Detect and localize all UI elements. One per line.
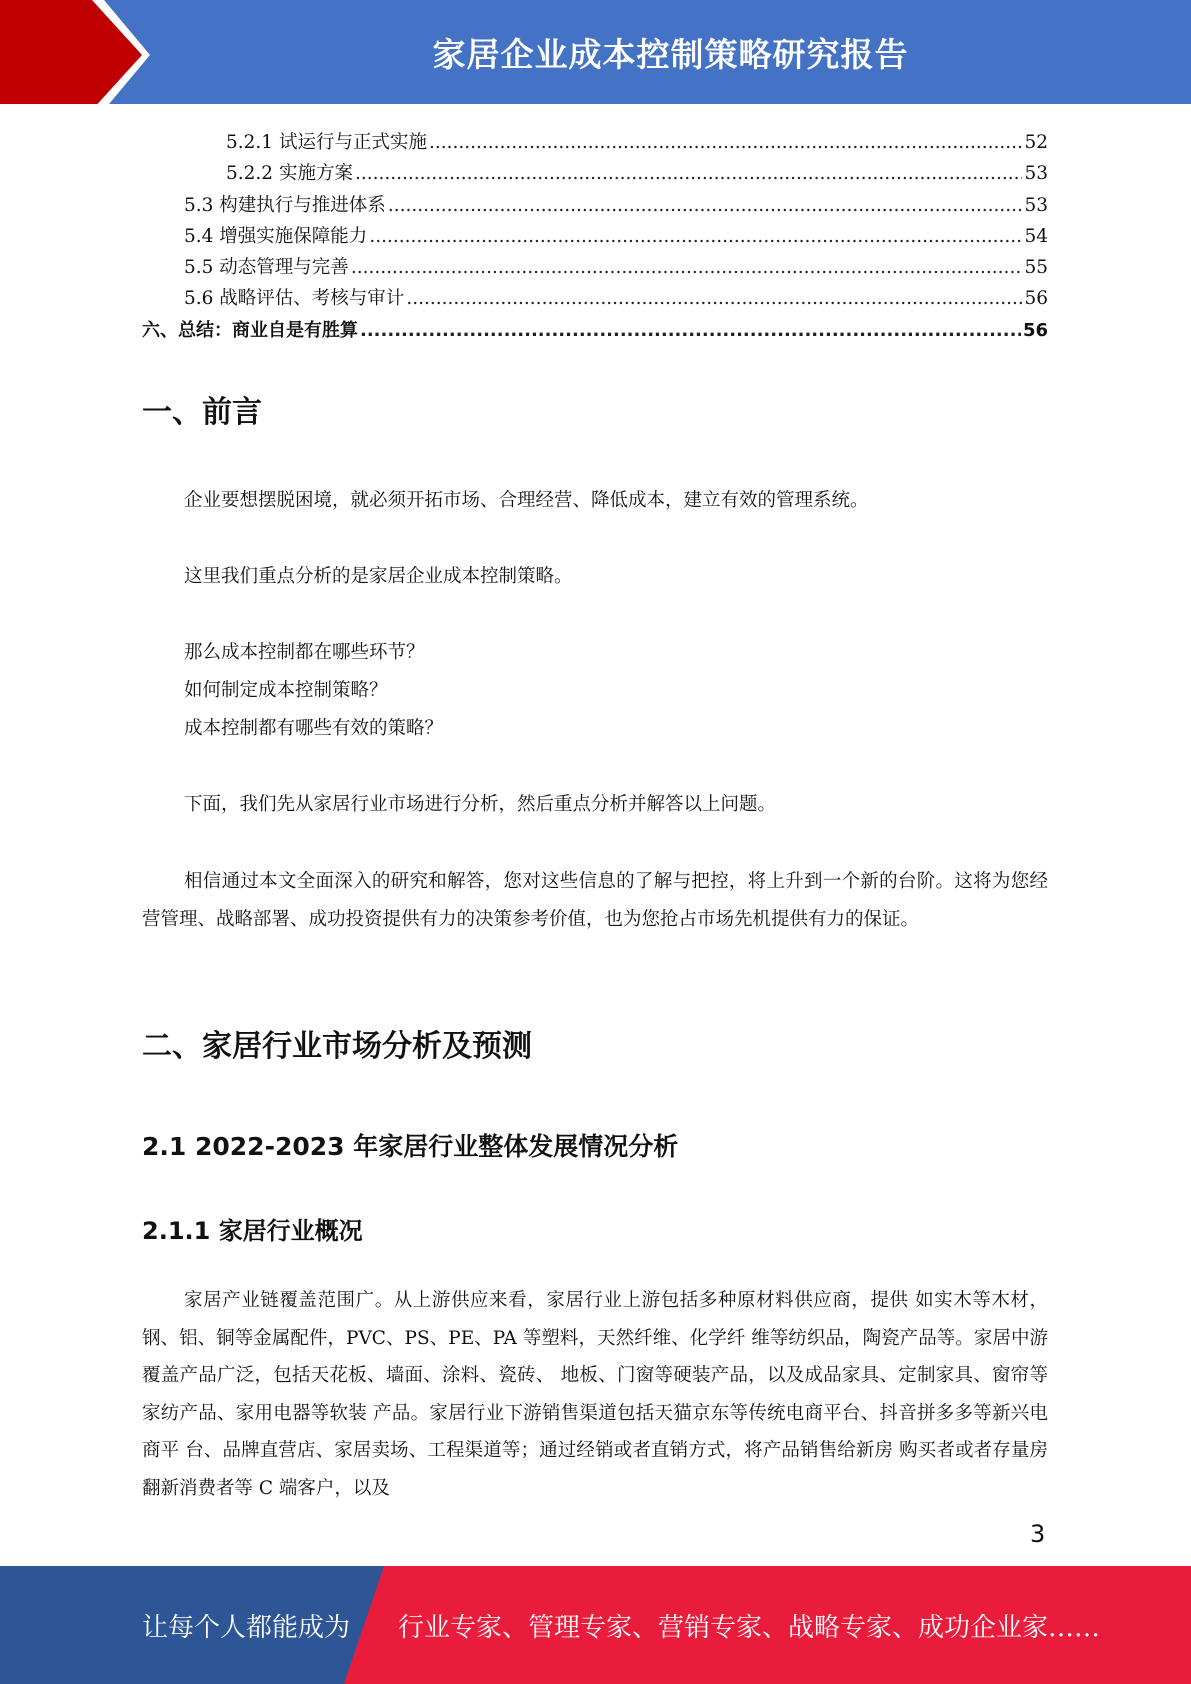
question-line: 成本控制都有哪些有效的策略？ <box>184 718 444 739</box>
question-line: 那么成本控制都在哪些环节？ <box>184 642 425 663</box>
toc-page: 54 <box>1024 225 1048 247</box>
paragraph: 家居产业链覆盖范围广。从上游供应来看，家居行业上游包括多种原材料供应商，提供 如实木等木材，钢、铝、铜等金属配件，PVC、PS、PE、PA 等塑料，天然纤维、化学纤 维等纺织品，陶瓷产品等。家居中游覆盖产品广泛，包括天花板、墙面、涂料、瓷砖、 地板、门窗等硬装产品，以及成品家具、定制家具、窗帘等家纺产品、家用电器等软装 产品。家居行业下游销售渠道包括天猫京东等传统电商平台、抖音拼多多等新兴电商平 台、品牌直营店、家居卖场、工程渠道等；通过经销或者直销方式，将产品销售给新房 购买者或者存量房翻新消费者等 C 端客户，以及 <box>142 1290 1048 1499</box>
toc-leader <box>369 226 1022 247</box>
toc-page: 52 <box>1024 132 1048 153</box>
toc-leader <box>388 195 1023 216</box>
toc-label: 5.2.1 试运行与正式实施 <box>226 132 427 153</box>
toc-leader <box>360 320 1021 341</box>
toc-entry[interactable] <box>142 284 1048 315</box>
toc-entry[interactable] <box>142 316 1048 347</box>
toc-label: 5.6 战略评估、考核与审计 <box>184 288 405 310</box>
paragraph: 相信通过本文全面深入的研究和解答，您对这些信息的了解与把控，将上升到一个新的台阶。这将为您经营管理、战略部署、成功投资提供有力的决策参考价值，也为您抢占市场先机提供有力的保证。 <box>142 871 1048 930</box>
toc-leader <box>406 288 1022 309</box>
paragraph: 企业要想摆脱困境，就必须开拓市场、合理经营、降低成本，建立有效的管理系统。 <box>184 490 869 511</box>
toc-label: 5.4 增强实施保障能力 <box>184 225 368 247</box>
paragraph: 下面，我们先从家居行业市场进行分析，然后重点分析并解答以上问题。 <box>184 794 777 815</box>
toc-page: 53 <box>1024 194 1048 216</box>
toc-page: 53 <box>1024 163 1048 185</box>
page-footer <box>0 1566 1191 1684</box>
paragraph: 这里我们重点分析的是家居企业成本控制策略。 <box>184 566 573 587</box>
report-title: 家居企业成本控制策略研究报告 <box>432 34 909 74</box>
section-heading: 一、前言 <box>142 395 262 430</box>
toc-entry[interactable] <box>142 159 1048 190</box>
toc-entry[interactable] <box>142 191 1048 222</box>
toc-entry[interactable] <box>142 253 1048 284</box>
page-header <box>0 0 1191 110</box>
toc-leader <box>429 132 1022 153</box>
toc-label: 5.5 动态管理与完善 <box>184 257 349 279</box>
question-line: 如何制定成本控制策略？ <box>184 680 388 701</box>
toc-page: 56 <box>1022 319 1048 341</box>
toc-leader <box>351 257 1023 278</box>
subsection-heading: 2.1.1 家居行业概况 <box>142 1217 363 1245</box>
subsection-heading: 2.1 2022-2023 年家居行业整体发展情况分析 <box>142 1132 679 1161</box>
toc-entry[interactable] <box>142 222 1048 253</box>
toc-entry[interactable] <box>142 128 1048 159</box>
footer-slogan-right: 行业专家、管理专家、营销专家、战略专家、成功企业家…… <box>398 1612 1101 1643</box>
toc-label: 5.3 构建执行与推进体系 <box>184 194 386 216</box>
toc-label: 5.2.2 实施方案 <box>226 163 353 185</box>
section-heading: 二、家居行业市场分析及预测 <box>142 1029 532 1064</box>
toc-label: 六、总结：商业自是有胜算 <box>142 319 358 341</box>
toc-page: 55 <box>1024 257 1048 279</box>
toc-leader <box>355 163 1023 184</box>
toc-page: 56 <box>1024 288 1048 310</box>
table-of-contents <box>142 128 1048 347</box>
footer-slogan-left: 让每个人都能成为 <box>142 1612 351 1643</box>
page-number: 3 <box>1030 1520 1046 1548</box>
